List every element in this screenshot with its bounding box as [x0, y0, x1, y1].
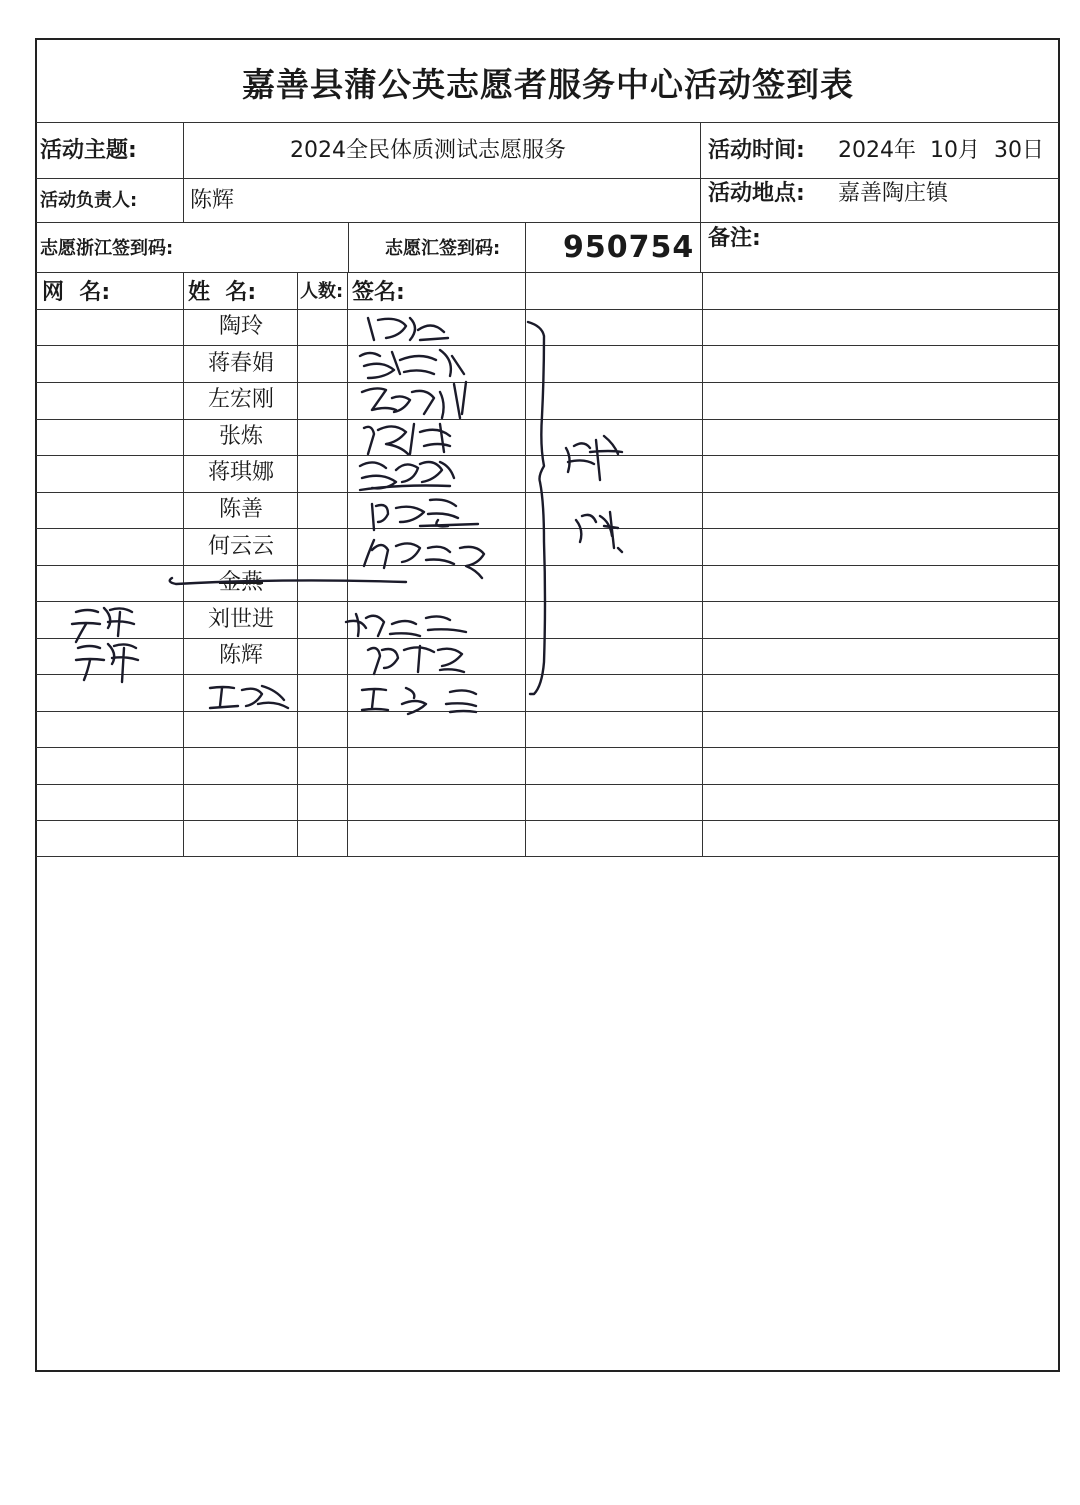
- net-name-9: [72, 608, 134, 642]
- name-cell: 何云云: [207, 533, 274, 559]
- time-label: 活动时间:: [708, 138, 805, 163]
- name-cell: 陈辉: [218, 643, 263, 669]
- name-11-handwritten: [210, 686, 288, 708]
- signature-3: [362, 382, 466, 418]
- signature-2: [360, 350, 464, 378]
- name-cell: 张炼: [218, 423, 263, 449]
- signature-7: [364, 540, 484, 578]
- signature-6: [372, 500, 478, 530]
- name-cell: 刘世进: [207, 606, 274, 632]
- hui-code-value: 950754: [563, 230, 695, 265]
- col-signature: 签名:: [352, 280, 405, 305]
- group-brace: [528, 322, 545, 694]
- net-name-10: [76, 644, 138, 682]
- leader-value: 陈辉: [190, 188, 235, 213]
- signature-4: [364, 424, 450, 454]
- location-label: 活动地点:: [708, 181, 805, 206]
- signature-1: [368, 318, 448, 340]
- zj-code-label: 志愿浙江签到码:: [40, 238, 174, 259]
- theme-label: 活动主题:: [40, 138, 137, 163]
- name-cell: 金燕: [218, 570, 263, 596]
- name-cell: 陈善: [218, 497, 263, 522]
- sheet-title: 嘉善县蒲公英志愿者服务中心活动签到表: [242, 65, 854, 104]
- strike-line: [170, 578, 406, 584]
- leader-signature: [566, 436, 622, 552]
- col-count: 人数:: [300, 281, 344, 302]
- name-cell: 左宏刚: [207, 387, 274, 413]
- name-cell: 陶玲: [218, 314, 263, 339]
- name-cell: 蒋春娟: [207, 350, 274, 376]
- signature-10: [368, 646, 464, 674]
- signature-9: [346, 614, 466, 636]
- location-value: 嘉善陶庄镇: [838, 181, 949, 206]
- name-cell: 蒋琪娜: [207, 460, 274, 486]
- time-value: 2024年 10月 30日: [838, 138, 1044, 163]
- leader-label: 活动负责人:: [40, 190, 138, 211]
- remark-label: 备注:: [708, 226, 761, 251]
- theme-value: 2024全民体质测试志愿服务: [290, 138, 566, 163]
- signature-11: [362, 688, 476, 714]
- hui-code-label: 志愿汇签到码:: [385, 238, 501, 259]
- signature-5: [360, 462, 454, 490]
- col-name: 姓 名:: [188, 280, 257, 305]
- col-net-name: 网 名:: [42, 280, 111, 305]
